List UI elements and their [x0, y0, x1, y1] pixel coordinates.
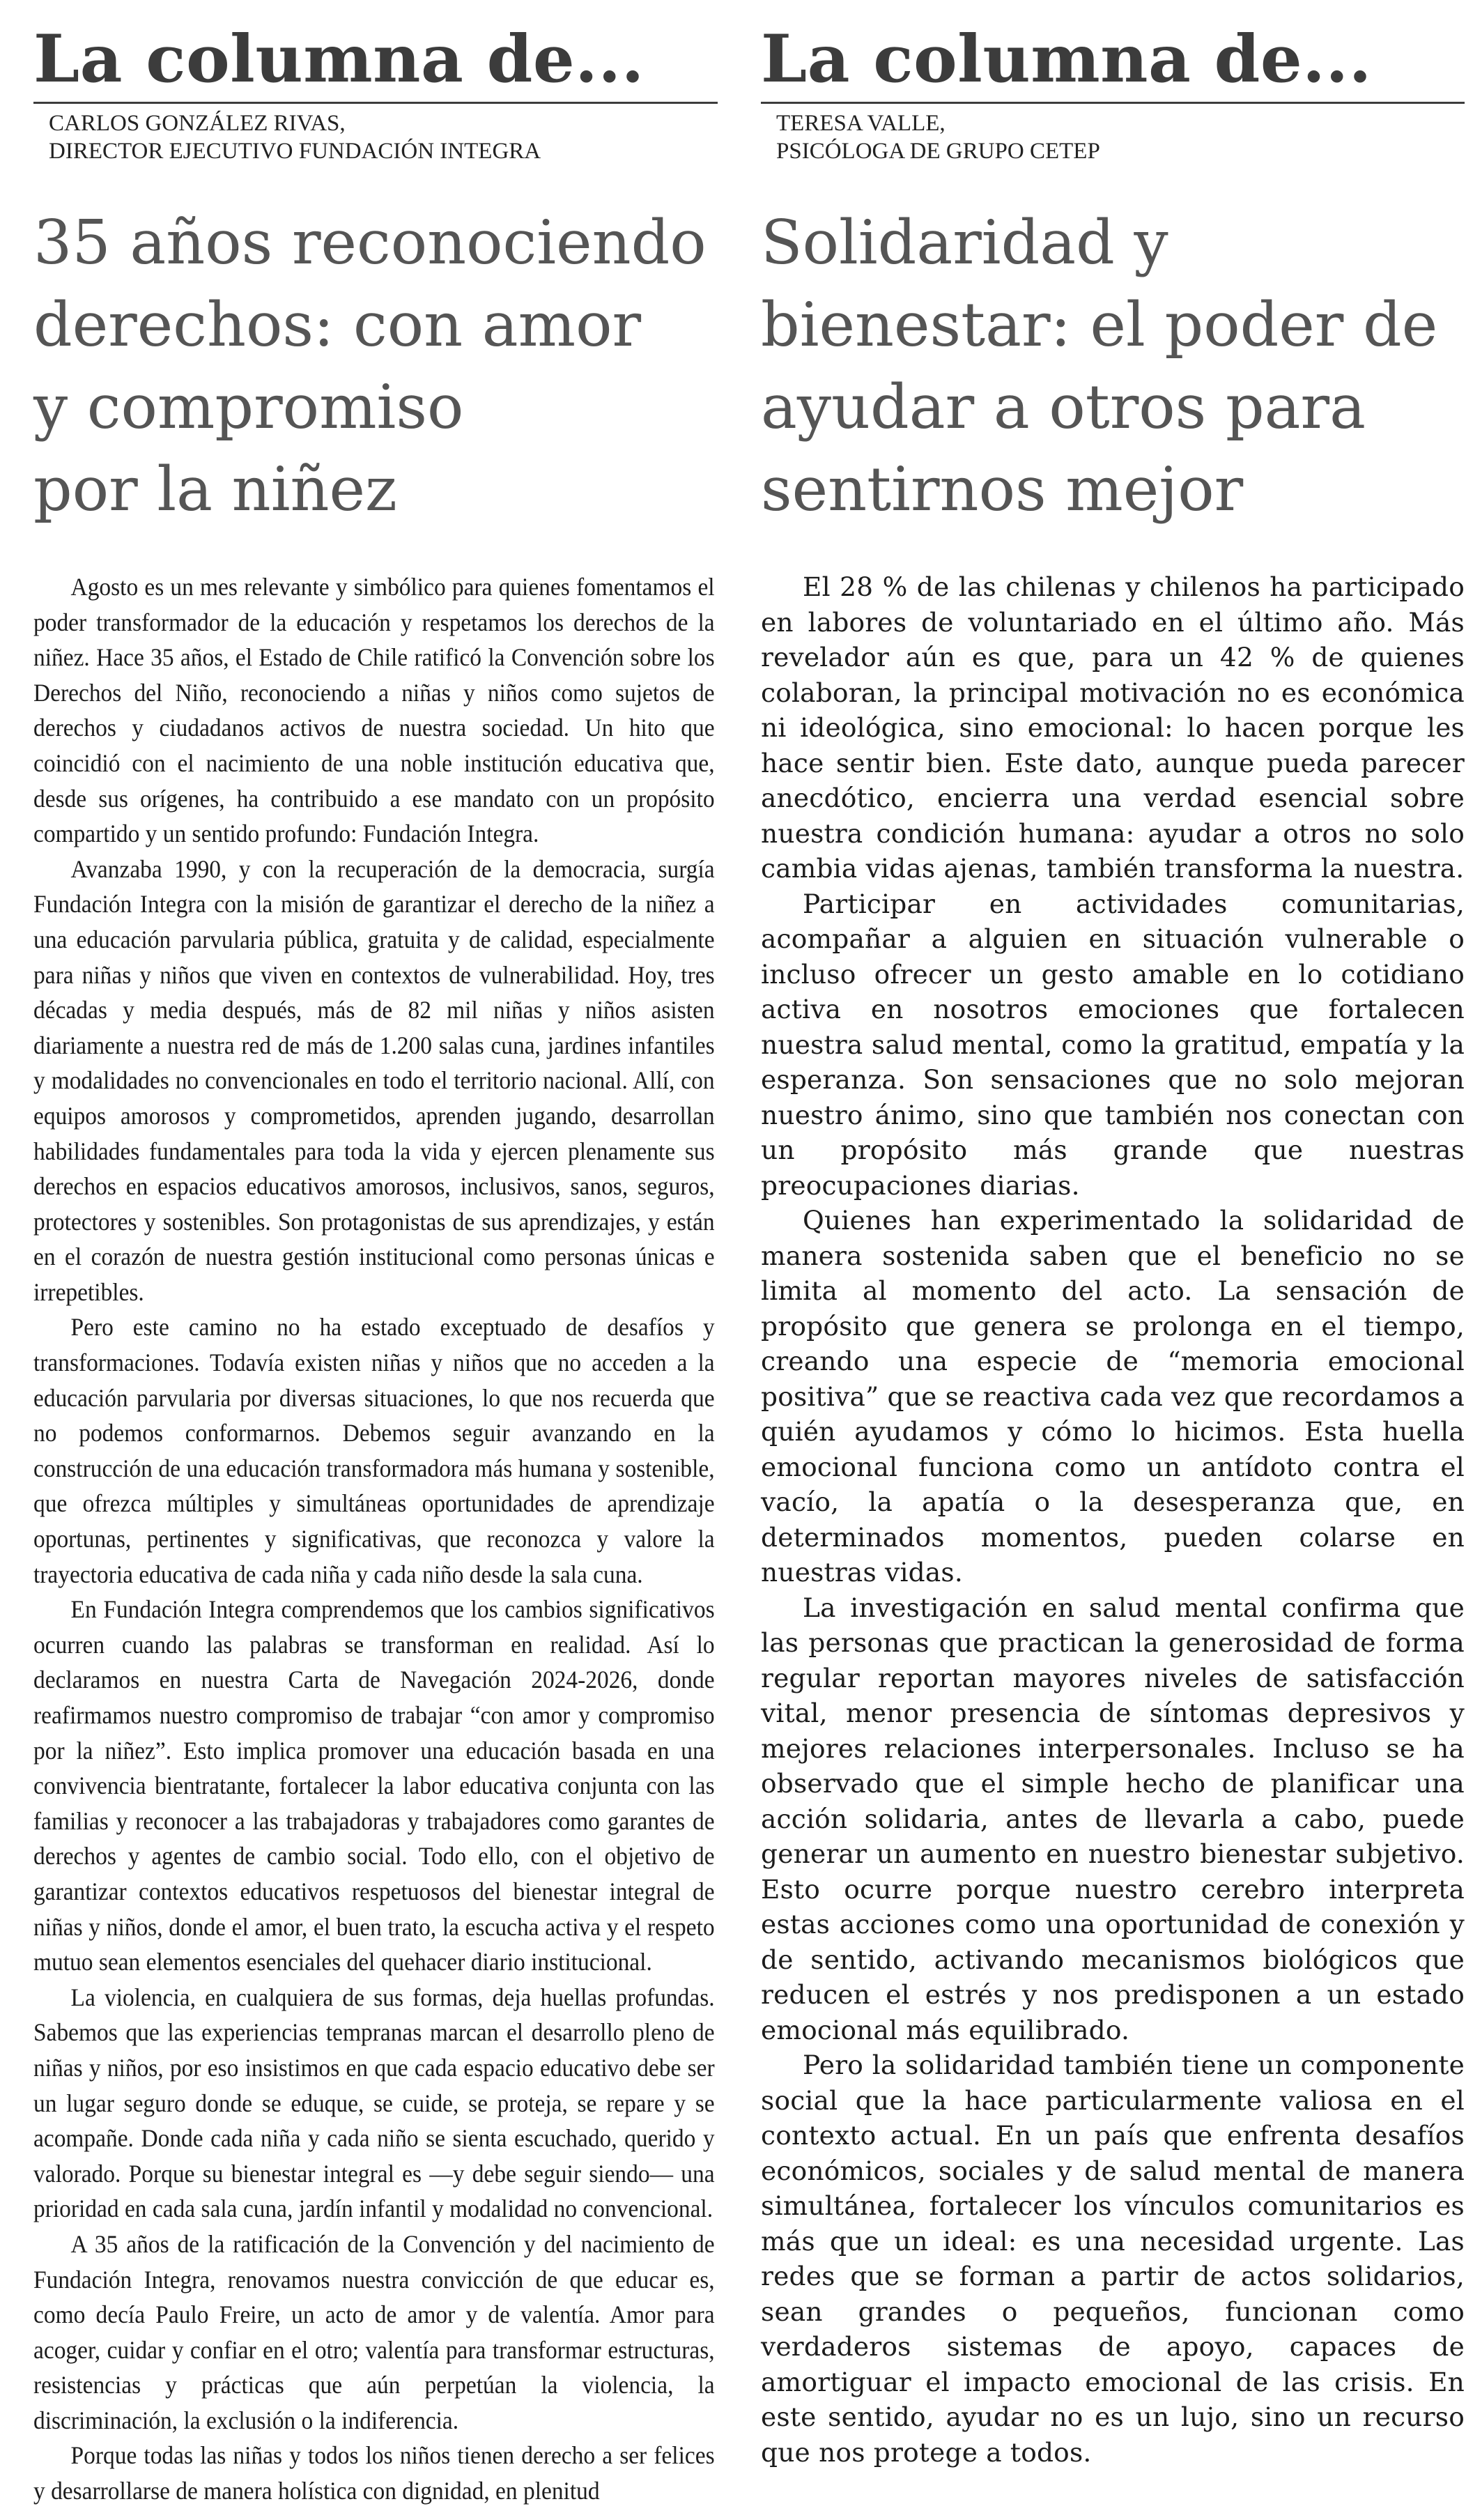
- headline-line: 35 años reconociendo: [33, 207, 707, 278]
- paragraph: En Fundación Integra comprendemos que los cambios significativos ocurren cuando las palabras se transforman en realidad. Así lo declaramos en nuestra Carta de Navegación 2024-2026, donde reafirmamos nuestro compromiso de trabajar “con amor y compromiso por la niñez”. Esto implica promover una educación basada en una convivencia bientratante, fortalecer la labor educativa conjunta con las familias y reconocer a las trabajadoras y trabajadores como garantes de derechos y agentes de cambio social. Todo ello, con el objetivo de garantizar contextos educativos respetuosos del bienestar integral de niñas y niños, donde el amor, el buen trato, la escucha activa y el respeto mutuo sean elementos esenciales del quehacer diario institucional.: [33, 1595, 715, 1976]
- headline-line: por la niñez: [33, 454, 397, 525]
- author-name: CARLOS GONZÁLEZ RIVAS,: [49, 111, 346, 136]
- paragraph: La investigación en salud mental confirma que las personas que practican la generosidad de forma regular reportan mayores niveles de satisfacción vital, menor presencia de síntomas depresivos y mejores relaciones interpersonales. Incluso se ha observado que el simple hecho de planificar una acción solidaria, antes de llevarla a cabo, puede generar un aumento en nuestro bienestar subjetivo. Esto ocurre porque nuestro cerebro interpreta estas acciones como una oportunidad de conexión y de sentido, activando mecanismos biológicos que reducen el estrés y nos predisponen a un estado emocional más equilibrado.: [761, 1592, 1465, 2045]
- headline-line: derechos: con amor: [33, 289, 642, 360]
- byline: [776, 109, 1465, 165]
- headline-line: ayudar a otros para: [761, 371, 1366, 443]
- section-kicker: La columna de...: [33, 26, 718, 104]
- author-name: TERESA VALLE,: [776, 111, 946, 136]
- paragraph: La violencia, en cualquiera de sus formas, deja huellas profundas. Sabemos que las experiencias tempranas marcan el desarrollo pleno de niñas y niños, por eso insistimos en que cada espacio educativo debe ser un lugar seguro donde se eduque, se cuide, se proteja, se repare y se acompañe. Donde cada niña y cada niño se sienta escuchado, querido y valorado. Porque su bienestar integral es —y debe seguir siendo— una prioridad en cada sala cuna, jardín infantil y modalidad no convencional.: [33, 1983, 715, 2223]
- column-left: [33, 0, 718, 2509]
- paragraph: Porque todas las niñas y todos los niños tienen derecho a ser felices y desarrollarse de manera holística con dignidad, en plenitud: [33, 2441, 715, 2505]
- section-kicker: La columna de...: [761, 26, 1465, 104]
- article-body: [761, 569, 1465, 2470]
- paragraph: Participar en actividades comunitarias, acompañar a alguien en situación vulnerable o incluso ofrecer un gesto amable en lo cotidiano activa en nosotros emociones que fortalecen nuestra salud mental, como la gratitud, empatía y la esperanza. Son sensaciones que no solo mejoran nuestro ánimo, sino que también nos conectan con un propósito más grande que nuestras preocupaciones diarias.: [761, 888, 1465, 1201]
- author-role: PSICÓLOGA DE GRUPO CETEP: [776, 139, 1100, 164]
- headline-line: y compromiso: [33, 371, 464, 443]
- headline-line: sentirnos mejor: [761, 454, 1244, 525]
- paragraph: El 28 % de las chilenas y chilenos ha participado en labores de voluntariado en el último año. Más revelador aún es que, para un 42 % de quienes colaboran, la principal motivación no es económica ni ideológica, sino emocional: lo hacen porque les hace sentir bien. Este dato, aunque pueda parecer anecdótico, encierra una verdad esencial sobre nuestra condición humana: ayudar a otros no solo cambia vidas ajenas, también transforma la nuestra.: [761, 571, 1465, 884]
- paragraph: Avanzaba 1990, y con la recuperación de la democracia, surgía Fundación Integra con la misión de garantizar el derecho de la niñez a una educación parvularia pública, gratuita y de calidad, especialmente para niñas y niños que viven en contextos de vulnerabilidad. Hoy, tres décadas y media después, más de 82 mil niñas y niños asisten diariamente a nuestra red de más de 1.200 salas cuna, jardines infantiles y modalidades no convencionales en todo el territorio nacional. Allí, con equipos amorosos y comprometidos, aprenden jugando, desarrollan habilidades fundamentales para toda la vida y ejercen plenamente sus derechos en espacios educativos amorosos, inclusivos, sanos, seguros, protectores y sostenibles. Son protagonistas de sus aprendizajes, y están en el corazón de nuestra gestión institucional como personas únicas e irrepetibles.: [33, 854, 715, 1306]
- paragraph: Pero este camino no ha estado exceptuado de desafíos y transformaciones. Todavía existen niñas y niños que no acceden a la educación parvularia por diversas situaciones, lo que nos recuerda que no podemos conformarnos. Debemos seguir avanzando en la construcción de una educación transformadora más humana y sostenible, que ofrezca múltiples y simultáneas oportunidades de aprendizaje oportunas, pertinentes y significativas, que reconozca y valore la trayectoria educativa de cada niña y cada niño desde la sala cuna.: [33, 1313, 715, 1588]
- paragraph: Agosto es un mes relevante y simbólico para quienes fomentamos el poder transformador de la educación y respetamos los derechos de la niñez. Hace 35 años, el Estado de Chile ratificó la Convención sobre los Derechos del Niño, reconociendo a niñas y niños como sujetos de derechos y ciudadanos activos de nuestra sociedad. Un hito que coincidió con el nacimiento de una noble institución educativa que, desde sus orígenes, ha contribuido a ese mandato con un propósito compartido y un sentido profundo: Fundación Integra.: [33, 573, 715, 848]
- paragraph: Quienes han experimentado la solidaridad de manera sostenida saben que el beneficio no se limita al momento del acto. La sensación de propósito que genera se prolonga en el tiempo, creando una especie de “memoria emocional positiva” que se reactiva cada vez que recordamos a quién ayudamos y cómo lo hicimos. Esta huella emocional funciona como un antídoto contra el vacío, la apatía o la desesperanza que, en determinados momentos, pueden colarse en nuestras vidas.: [761, 1205, 1465, 1588]
- column-right: [761, 0, 1465, 2470]
- headline-line: bienestar: el poder de: [761, 289, 1438, 360]
- headline: [761, 201, 1465, 530]
- headline: [33, 201, 718, 530]
- author-role: DIRECTOR EJECUTIVO FUNDACIÓN INTEGRA: [49, 139, 541, 164]
- article-body: [33, 569, 715, 2509]
- paragraph: A 35 años de la ratificación de la Convención y del nacimiento de Fundación Integra, renovamos nuestra convicción de que educar es, como decía Paulo Freire, un acto de amor y de valentía. Amor para acoger, cuidar y confiar en el otro; valentía para transformar estructuras, resistencias y prácticas que aún perpetúan la violencia, la discriminación, la exclusión o la indiferencia.: [33, 2229, 715, 2434]
- byline: [49, 109, 718, 165]
- paragraph: Pero la solidaridad también tiene un componente social que la hace particularmente valiosa en el contexto actual. En un país que enfrenta desafíos económicos, sociales y de salud mental de manera simultánea, fortalecer los vínculos comunitarios es más que un ideal: es una necesidad urgente. Las redes que se forman a partir de actos solidarios, sean grandes o pequeños, funcionan como verdaderos sistemas de apoyo, capaces de amortiguar el impacto emocional de las crisis. En este sentido, ayudar no es un lujo, sino un recurso que nos protege a todos.: [761, 2050, 1465, 2468]
- headline-line: Solidaridad y: [761, 207, 1168, 278]
